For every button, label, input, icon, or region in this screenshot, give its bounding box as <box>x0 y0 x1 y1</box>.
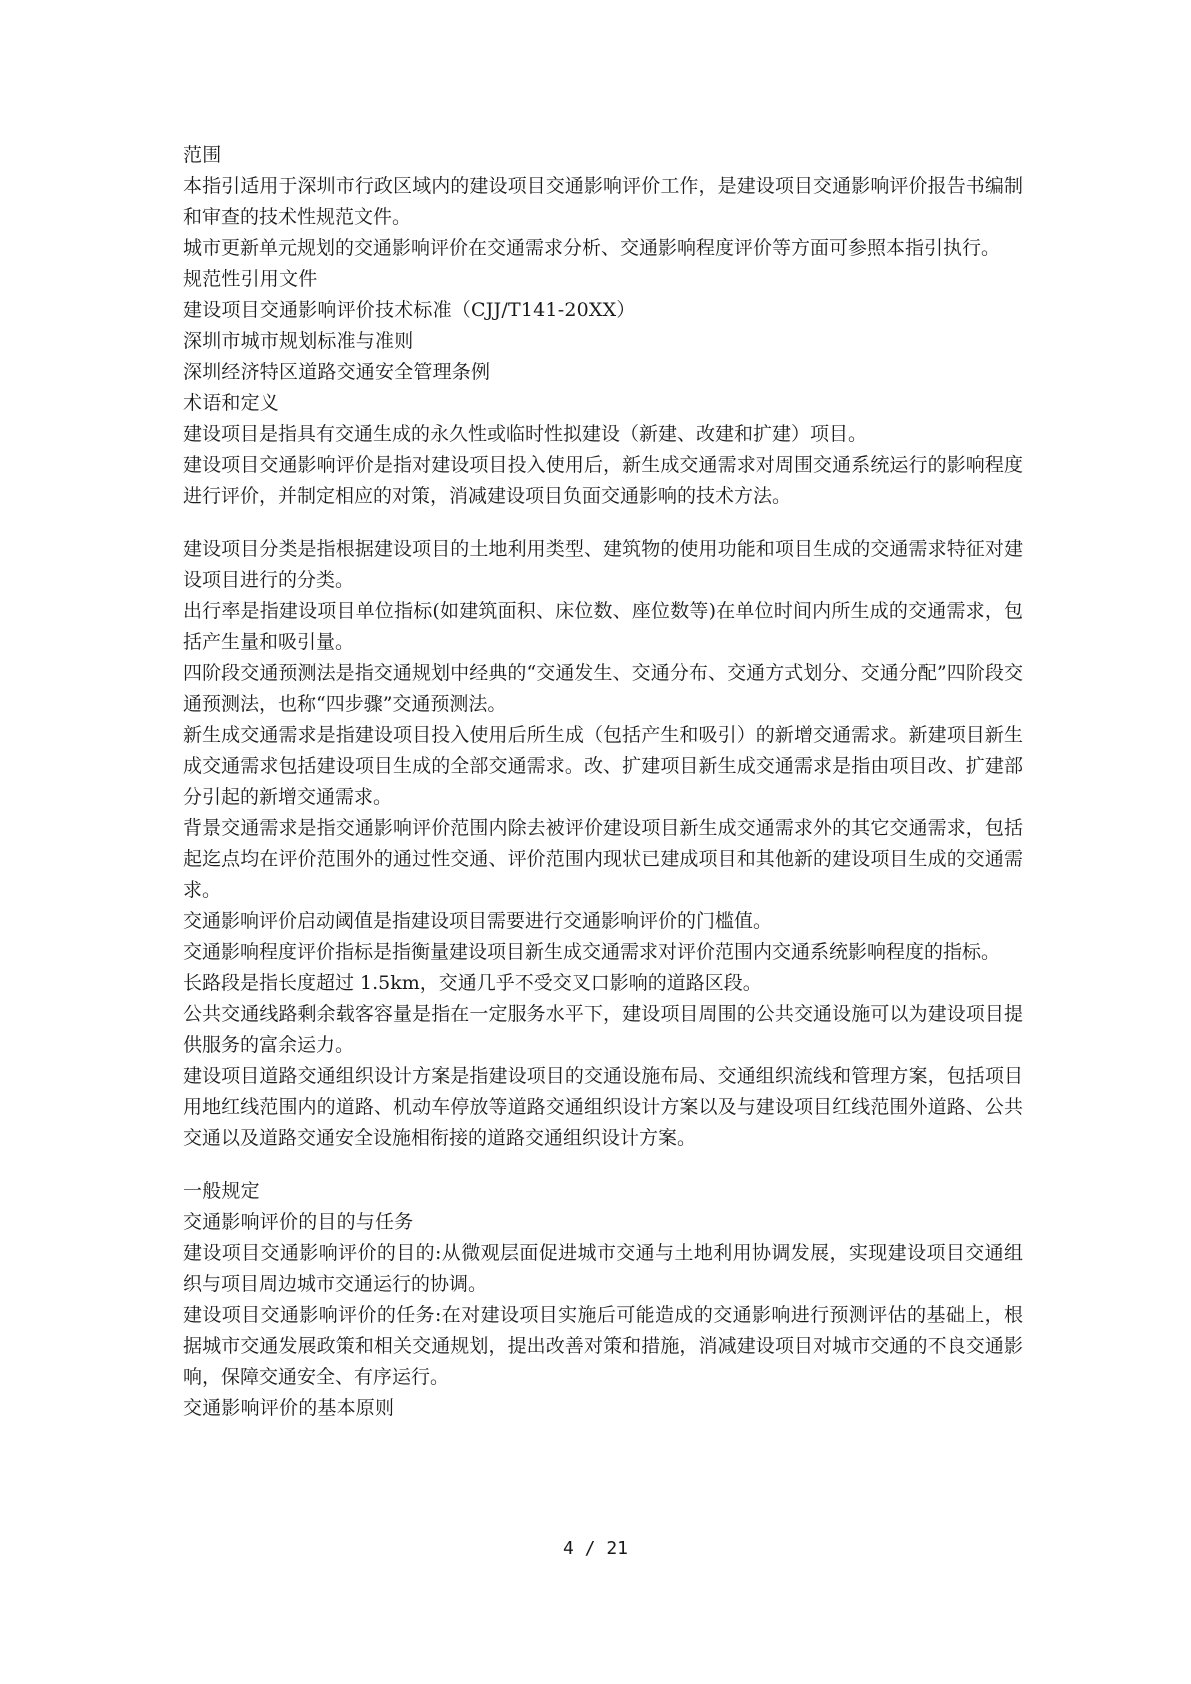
spacer <box>183 512 1023 534</box>
section-heading: 一般规定 <box>183 1180 260 1202</box>
definition-paragraph: 新生成交通需求是指建设项目投入使用后所生成（包括产生和吸引）的新增交通需求。新建项目新生成交通需求包括建设项目生成的全部交通需求。改、扩建项目新生成交通需求是指由项目改、扩建部分引起的新增交通需求。 <box>183 724 1023 808</box>
reference-item: 深圳经济特区道路交通安全管理条例 <box>183 361 491 383</box>
definition-paragraph: 建设项目交通影响评价是指对建设项目投入使用后，新生成交通需求对周围交通系统运行的影响程度进行评价，并制定相应的对策，消减建设项目负面交通影响的技术方法。 <box>183 454 1023 507</box>
definition-paragraph: 交通影响评价启动阈值是指建设项目需要进行交通影响评价的门槛值。 <box>183 910 773 932</box>
spacer <box>183 1154 1023 1176</box>
definition-paragraph: 建设项目是指具有交通生成的永久性或临时性拟建设（新建、改建和扩建）项目。 <box>183 423 868 445</box>
reference-item: 建设项目交通影响评价技术标准（CJJ/T141-20XX） <box>183 299 636 321</box>
reference-item: 深圳市城市规划标准与准则 <box>183 330 414 352</box>
section-heading: 术语和定义 <box>183 392 280 414</box>
subsection-heading: 交通影响评价的目的与任务 <box>183 1211 414 1233</box>
section-heading: 范围 <box>183 144 222 166</box>
paragraph: 建设项目交通影响评价的任务:在对建设项目实施后可能造成的交通影响进行预测评估的基础上，根据城市交通发展政策和相关交通规划，提出改善对策和措施，消减建设项目对城市交通的不良交通影响，保障交通安全、有序运行。 <box>183 1304 1023 1388</box>
definition-paragraph: 长路段是指长度超过 1.5km，交通几乎不受交叉口影响的道路区段。 <box>183 972 762 994</box>
paragraph: 建设项目交通影响评价的目的:从微观层面促进城市交通与土地利用协调发展，实现建设项目交通组织与项目周边城市交通运行的协调。 <box>183 1242 1023 1295</box>
paragraph: 本指引适用于深圳市行政区域内的建设项目交通影响评价工作，是建设项目交通影响评价报告书编制和审查的技术性规范文件。 <box>183 175 1023 228</box>
definition-paragraph: 四阶段交通预测法是指交通规划中经典的“交通发生、交通分布、交通方式划分、交通分配”四阶段交通预测法，也称“四步骤”交通预测法。 <box>183 662 1023 715</box>
section-heading: 规范性引用文件 <box>183 268 318 290</box>
definition-paragraph: 出行率是指建设项目单位指标(如建筑面积、床位数、座位数等)在单位时间内所生成的交通需求，包括产生量和吸引量。 <box>183 600 1023 653</box>
document-body <box>183 140 1023 1424</box>
definition-paragraph: 交通影响程度评价指标是指衡量建设项目新生成交通需求对评价范围内交通系统影响程度的指标。 <box>183 941 1001 963</box>
definition-paragraph: 背景交通需求是指交通影响评价范围内除去被评价建设项目新生成交通需求外的其它交通需求，包括起迄点均在评价范围外的通过性交通、评价范围内现状已建成项目和其他新的建设项目生成的交通需求。 <box>183 817 1023 901</box>
subsection-heading: 交通影响评价的基本原则 <box>183 1397 395 1419</box>
page-number: 4 / 21 <box>562 1538 629 1559</box>
paragraph: 城市更新单元规划的交通影响评价在交通需求分析、交通影响程度评价等方面可参照本指引执行。 <box>183 237 1001 259</box>
definition-paragraph: 公共交通线路剩余载客容量是指在一定服务水平下，建设项目周围的公共交通设施可以为建设项目提供服务的富余运力。 <box>183 1003 1023 1056</box>
definition-paragraph: 建设项目分类是指根据建设项目的土地利用类型、建筑物的使用功能和项目生成的交通需求特征对建设项目进行的分类。 <box>183 538 1023 591</box>
definition-paragraph: 建设项目道路交通组织设计方案是指建设项目的交通设施布局、交通组织流线和管理方案，包括项目用地红线范围内的道路、机动车停放等道路交通组织设计方案以及与建设项目红线范围外道路、公共交通以及道路交通安全设施相衔接的道路交通组织设计方案。 <box>183 1065 1023 1149</box>
